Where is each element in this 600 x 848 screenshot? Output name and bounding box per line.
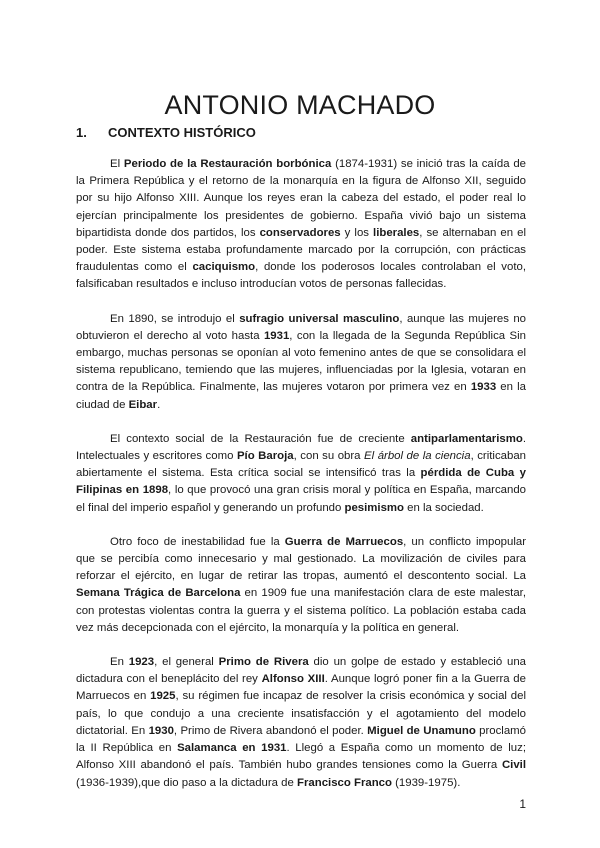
bold-term: 1933 xyxy=(470,381,497,394)
italic-title: El árbol de la ciencia xyxy=(364,450,471,463)
bold-term: Civil xyxy=(501,759,526,772)
text-run: y los xyxy=(340,226,374,239)
text-run: . Llegó a España como un momento de luz; Alfonso XIII abandonó el país. También hubo grandes tensiones como la Guerra xyxy=(76,742,526,772)
text-run: En xyxy=(110,656,129,669)
text-run: , con su obra xyxy=(293,450,365,463)
paragraph-restauracion xyxy=(76,156,526,294)
bold-term: caciquismo xyxy=(192,261,256,274)
bold-term: Primo de Rivera xyxy=(218,656,309,669)
bold-term: Periodo de la Restauración borbónica xyxy=(123,158,332,170)
bold-term: pérdida de Cuba y Filipinas en 1898 xyxy=(76,467,526,497)
bold-term: conservadores xyxy=(259,226,341,239)
bold-term: pesimismo xyxy=(344,501,405,514)
text-run: Otro foco de inestabilidad fue la xyxy=(110,535,285,548)
text-run: , Primo de Rivera abandonó el poder. xyxy=(173,724,368,737)
text-run: En 1890, se introdujo el xyxy=(110,312,240,325)
text-run: , un conflicto impopular que se percibía como innecesario y mal gestionado. La movilización de civiles para reforzar el ejército, en lugar de retirar las tropas, aumentó el descontento social. La xyxy=(76,535,526,583)
bold-term: 1931 xyxy=(263,329,290,342)
text-run: El xyxy=(110,158,124,170)
section-title: CONTEXTO HISTÓRICO xyxy=(108,125,256,140)
text-run: El contexto social de la Restauración fue de creciente xyxy=(110,432,411,445)
text-run: . Intelectuales y escritores como xyxy=(76,432,526,463)
text-run: , su régimen fue incapaz de resolver la crisis económica y social del país, lo que condujo a una creciente insatisfacción y el agotamiento del modelo dictatorial. En xyxy=(76,690,526,737)
text-run: (1874-1931) se inició tras la caída de la Primera República y el retorno de la monarquía en la figura de Alfonso XII, seguido por su hijo Alfonso XIII. Aunque los reyes eran la cabeza del estado, el poder real lo ejercían principalmente los presidentes de gobierno. España vivió bajo un sistema bipartidista donde dos partidos, los xyxy=(76,158,527,239)
document-body xyxy=(76,156,526,809)
bold-term: Semana Trágica de Barcelona xyxy=(76,587,241,600)
text-run: , lo que provocó una gran crisis moral y política en España, marcando el final del imperio español y generando un profundo xyxy=(76,484,526,514)
bold-term: liberales xyxy=(373,226,420,239)
bold-term: Pío Baroja xyxy=(236,450,294,463)
text-run: , donde los poderosos locales controlaban el voto, falsificaban resultados e incluso introducían votos de personas fallecidas. xyxy=(76,261,526,291)
text-run: en 1909 fue una manifestación clara de este malestar, con protestas violentas contra la guerra y el sistema político. La población estaba cada vez más decepcionada con el ejército, la monarquía y la política en general. xyxy=(76,587,526,634)
paragraph-guerra-marruecos xyxy=(76,534,526,637)
text-run: dio un golpe de estado y estableció una dictadura con el beneplácito del rey xyxy=(76,656,526,686)
bold-term: antiparlamentarismo xyxy=(410,432,523,445)
bold-term: 1923 xyxy=(128,656,155,669)
section-heading xyxy=(76,125,256,140)
text-run: (1936-1939),que dio paso a la dictadura de xyxy=(76,776,298,789)
bold-term: Eibar xyxy=(128,398,158,411)
text-run: en la ciudad de xyxy=(76,381,526,411)
bold-term: Francisco Franco xyxy=(297,776,392,789)
section-number: 1. xyxy=(76,125,87,140)
page-number: 1 xyxy=(519,797,526,811)
text-run: . xyxy=(157,398,161,411)
bold-term: Salamanca en 1931 xyxy=(177,742,287,755)
bold-term: sufragio universal masculino xyxy=(239,312,400,325)
bold-term: 1925 xyxy=(150,690,176,703)
text-run: en la sociedad. xyxy=(404,501,484,514)
bold-term: Alfonso XIII xyxy=(261,673,325,686)
paragraph-primo-de-rivera xyxy=(76,654,526,792)
text-run: . Aunque logró poner fin a la Guerra de Marruecos en xyxy=(76,673,526,703)
text-run: , criticaban abiertamente el sistema. Esta crítica social se intensificó tras la xyxy=(76,450,526,480)
paragraph-sufragio xyxy=(76,311,526,414)
text-run: , se alternaban en el poder. Este sistema estaba profundamente marcado por la corrupción, con prácticas fraudulentas como el xyxy=(76,226,526,274)
text-run: proclamó la II República en xyxy=(76,724,526,755)
bold-term: Miguel de Unamuno xyxy=(367,724,476,737)
bold-term: 1930 xyxy=(148,724,174,737)
text-run: , el general xyxy=(154,656,219,669)
text-run: , con la llegada de la Segunda República Sin embargo, muchas personas se oponían al voto femenino antes de que se consolidara el sistema republicano, temiendo que las mujeres, influenciadas por la Iglesia, votaran en contra de la República. Finalmente, las mujeres votaron por primera vez en xyxy=(76,329,526,394)
bold-term: Guerra de Marruecos xyxy=(284,535,404,548)
paragraph-contexto-social xyxy=(76,431,526,517)
document-title: ANTONIO MACHADO xyxy=(164,90,436,121)
text-run: , aunque las mujeres no obtuvieron el derecho al voto hasta xyxy=(76,312,526,342)
text-run: (1939-1975). xyxy=(391,776,461,789)
